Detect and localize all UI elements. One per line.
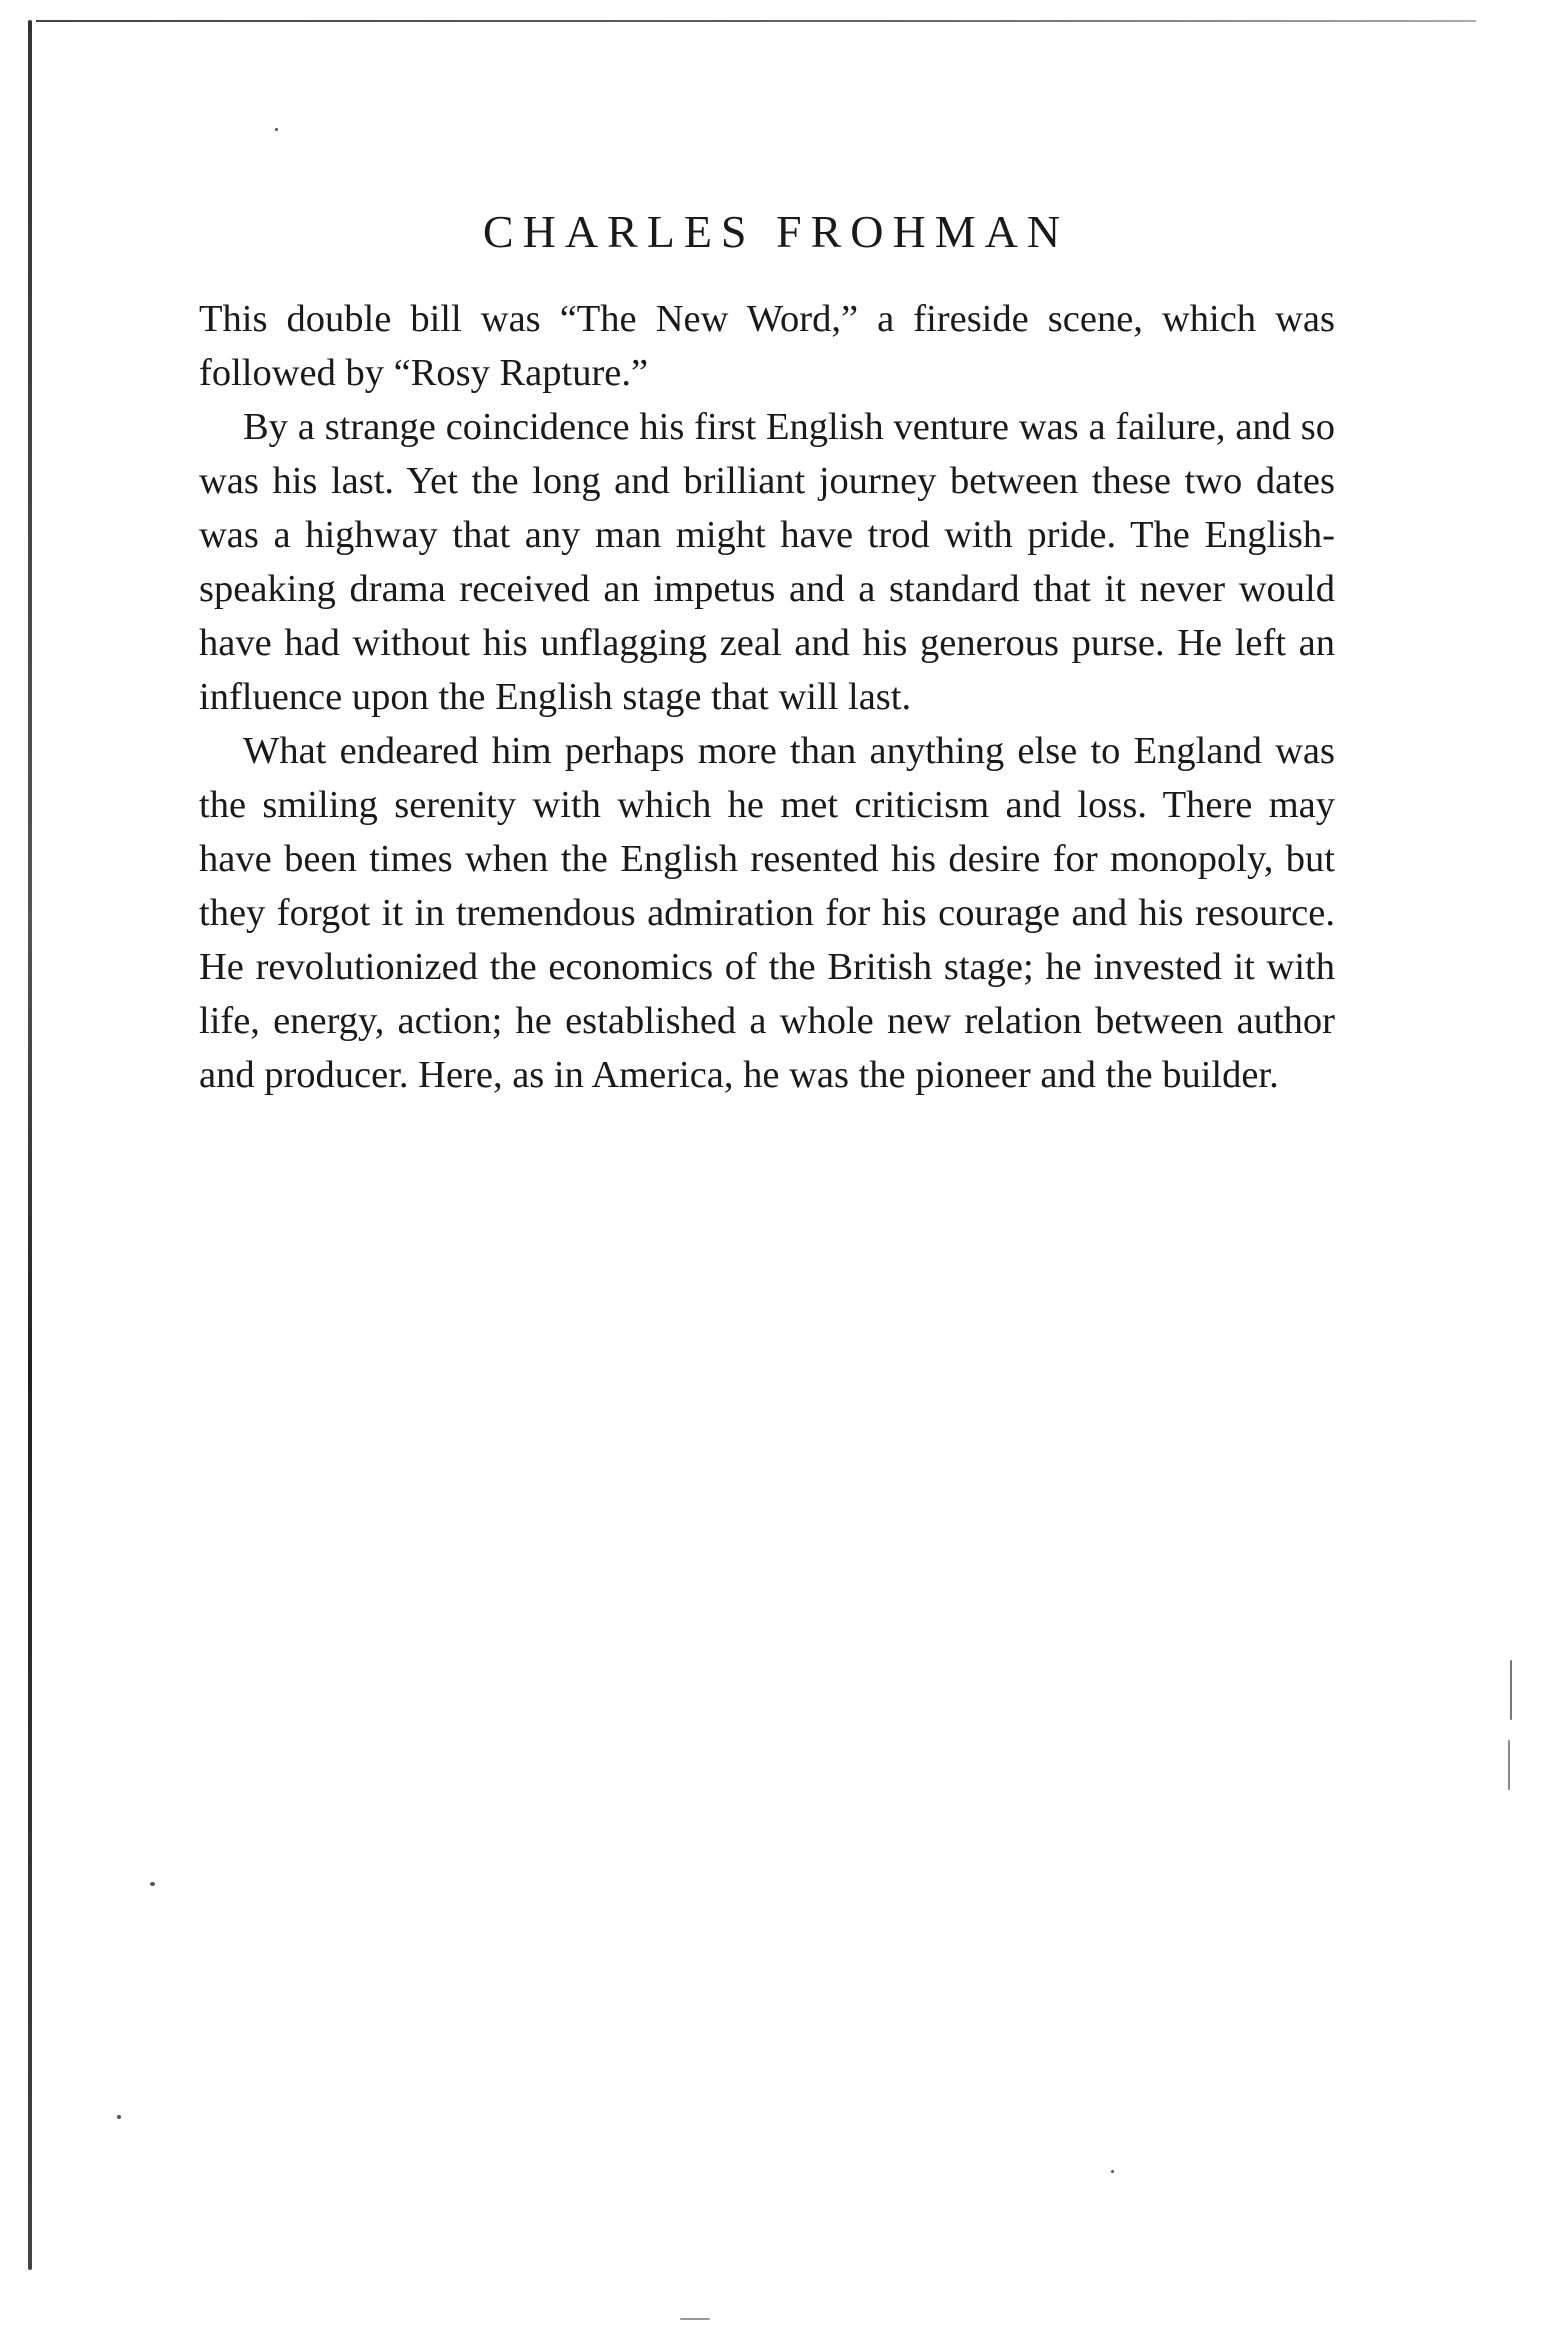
scan-speck bbox=[680, 2318, 710, 2320]
running-head: CHARLES FROHMAN bbox=[482, 206, 1070, 257]
scan-speck bbox=[1111, 2170, 1114, 2173]
body-text bbox=[199, 292, 1335, 1102]
page-edge-top bbox=[36, 20, 1476, 22]
paragraph-2: By a strange coincidence his first English venture was a failure, and so was his last. Yet the long and brilliant journey between these two dates was a highway that any man might have trod with pride. The English-speaking drama received an impetus and a standard that it never would have had without his unflagging zeal and his generous purse. He left an influence upon the English stage that will last. bbox=[199, 406, 1335, 718]
scan-speck bbox=[150, 1882, 155, 1886]
scan-speck bbox=[275, 128, 278, 131]
scan-speck bbox=[1510, 1660, 1512, 1720]
scan-speck bbox=[1508, 1740, 1510, 1790]
page-edge-left bbox=[28, 20, 32, 2270]
paragraph-3: What endeared him perhaps more than anything else to England was the smiling serenity with which he met criticism and loss. There may have been times when the English resented his desire for monopoly, but they forgot it in tremendous admiration for his courage and his resource. He revolutionized the economics of the British stage; he invested it with life, energy, action; he established a whole new relation between author and producer. Here, as in America, he was the pioneer and the builder. bbox=[199, 730, 1335, 1096]
paragraph-1: This double bill was “The New Word,” a fireside scene, which was followed by “Rosy Rapture.” bbox=[199, 298, 1335, 394]
scan-speck bbox=[117, 2115, 121, 2119]
